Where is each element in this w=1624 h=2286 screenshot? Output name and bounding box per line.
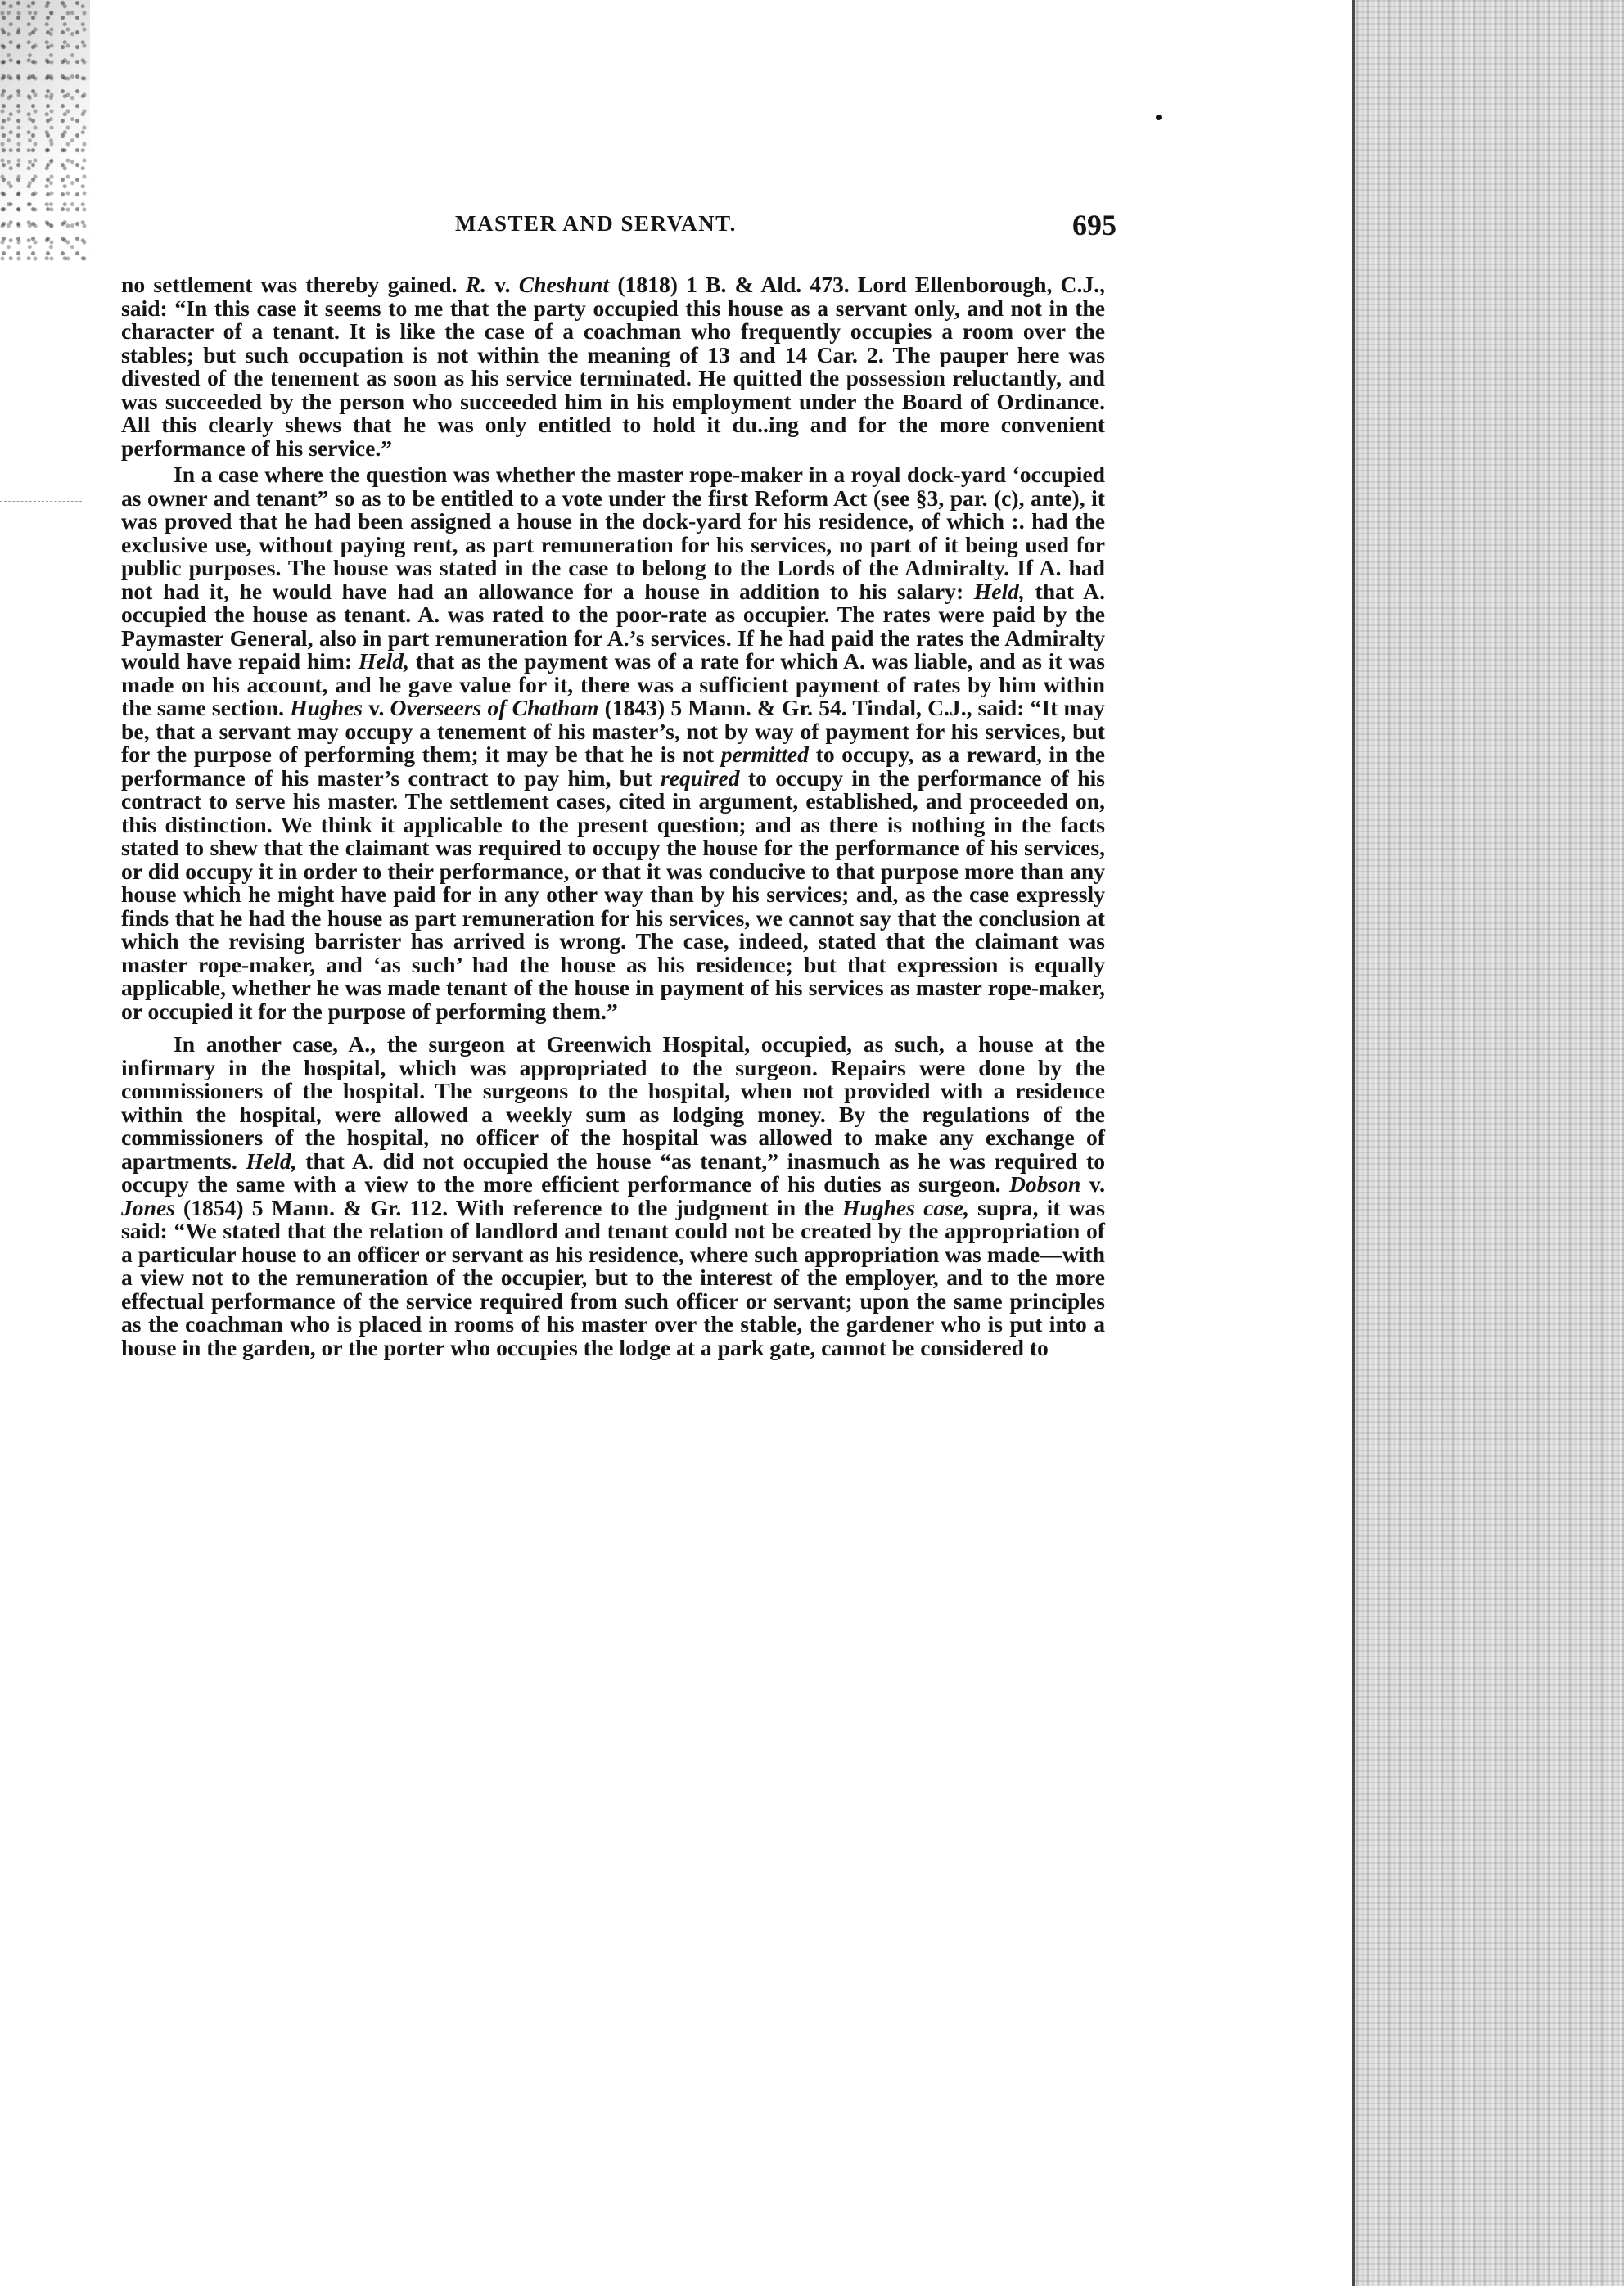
body-text [121, 273, 1105, 1359]
italic-text-run: Held, [973, 578, 1025, 604]
italic-text-run: Overseers of Chatham [390, 695, 599, 720]
running-title: MASTER AND SERVANT. [455, 211, 737, 236]
text-run: that as the payment was of a rate for which A. was liable, and as it was made on his account, and he gave value for it, there was a sufficient payment of rates by him within the same section. [121, 648, 1105, 720]
italic-text-run: Held, [246, 1148, 297, 1174]
italic-text-run: Hughes [290, 695, 363, 720]
text-run: (1854) 5 Mann. & Gr. 112. With reference to the judgment in the [174, 1194, 843, 1220]
italic-text-run: Held, [358, 648, 409, 674]
text-run: v. [1080, 1171, 1105, 1197]
italic-text-run: permitted [720, 742, 809, 767]
text-run: In a case where the question was whether the master rope-maker in a royal dock-yard ‘occupied as owner and tenant” so as to be entitled to a vote under the first Reform Act (see §3, par. (c), ante), it was proved that he had been assigned a house in the dock-yard for his residence, of which :. had the exclusive use, without paying rent, as part remuneration for his services, no part of it being used for public purposes. The house was stated in the case to belong to the Lords of the Admiralty. If A. had not had it, he would have had an allowance for a house in addition to his salary: [121, 462, 1105, 604]
text-run: to occupy in the performance of his contract to serve his master. The settlement cases, cited in argument, established, and proceeded on, this distinction. We think it applicable to the present question; and as there is nothing in the facts stated to shew that the claimant was required to occupy the house for the performance of his services, or did occupy it in order to their performance, or that it was conducive to that purpose more than any house which he might have paid for in any other way than by his services; and, as the case expressly finds that he had the house as part remuneration for his services, we cannot say that the conclusion at which the revising barrister has arrived is wrong. The case, indeed, stated that the claimant was master rope-maker, and ‘as such’ had the house as his residence; but that expression is equally applicable, whether he was made tenant of the house in payment of his services as master rope-maker, or occupied it for the purpose of performing them.” [121, 764, 1105, 1024]
ink-speck [1156, 115, 1162, 120]
text-run: to occupy, as a reward, in the performance of his master’s contract to pay him, but [121, 742, 1105, 791]
italic-text-run: Hughes case, [842, 1194, 970, 1220]
text-run: that A. occupied the house as tenant. A. was rated to the poor-rate as occupier. The rates were paid by the Paymaster General, also in part remuneration for A.’s services. If he had paid the rates the Admiralty would have repaid him: [121, 578, 1106, 674]
text-run: that A. did not occupied the house “as tenant,” inasmuch as he was required to occupy the same with a view to the more efficient performance of his duties as surgeon. [121, 1148, 1105, 1197]
text-run: (1818) 1 B. & Ald. 473. Lord Ellenborough, C.J., said: “In this case it seems to me that the party occupied this house as a servant only, and not in the character of a tenant. It is like the case of a coachman who frequently occupies a room over the stables; but such occupation is not within the meaning of 13 and 14 Car. 2. The pauper here was divested of the tenement as soon as his service terminated. He quitted the possession reluctantly, and was succeeded by the person who succeeded him in his employment under the Board of Ordinance. All this clearly shews that he was only entitled to hold it du..ing and for the more convenient performance of his service.” [121, 272, 1105, 461]
italic-text-run: Jones [121, 1194, 175, 1220]
scan-page-edge [1352, 0, 1624, 2286]
paragraph-2 [121, 463, 1105, 1023]
italic-text-run: Dobson [1009, 1171, 1081, 1197]
paragraph-3 [121, 1033, 1105, 1359]
text-run: v. [486, 272, 519, 297]
text-run: supra, it was said: “We stated that the relation of landlord and tenant could not be created by the appropriation of a particular house to an officer or servant as his residence, where such appropriation was made—with a view not to the remuneration of the occupier, but to the interest of the employer, and to the more effectual performance of the service required from such officer or servant; upon the same principles as the coachman who is placed in rooms of his master over the stable, the gardener who is put into a house in the garden, or the porter who occupies the lodge at a park gate, cannot be considered to [121, 1194, 1106, 1360]
text-run: (1843) 5 Mann. & Gr. 54. Tindal, C.J., said: “It may be, that a servant may occupy a tenement of his master’s, not by way of payment for his services, but for the purpose of performing them; it may be that he is not [121, 695, 1105, 767]
text-run: In another case, A., the surgeon at Greenwich Hospital, occupied, as such, a house at the infirmary in the hospital, which was appropriated to the surgeon. Repairs were done by the commissioners of the hospital. The surgeons to the hospital, when not provided with a residence within the hospital, were allowed a weekly sum as lodging money. By the regulations of the commissioners of the hospital, no officer of the hospital was allowed to make any exchange of apartments. [121, 1031, 1105, 1174]
italic-text-run: R. [465, 272, 487, 297]
margin-mark [0, 501, 82, 502]
text-run: v. [363, 695, 390, 720]
text-run: no settlement was thereby gained. [121, 272, 466, 297]
scan-corner-speckle [0, 0, 90, 262]
page-number: 695 [1072, 209, 1116, 241]
paragraph-1 [121, 273, 1105, 460]
italic-text-run: required [660, 764, 740, 791]
italic-text-run: Cheshunt [518, 272, 610, 297]
running-head [455, 208, 1116, 241]
